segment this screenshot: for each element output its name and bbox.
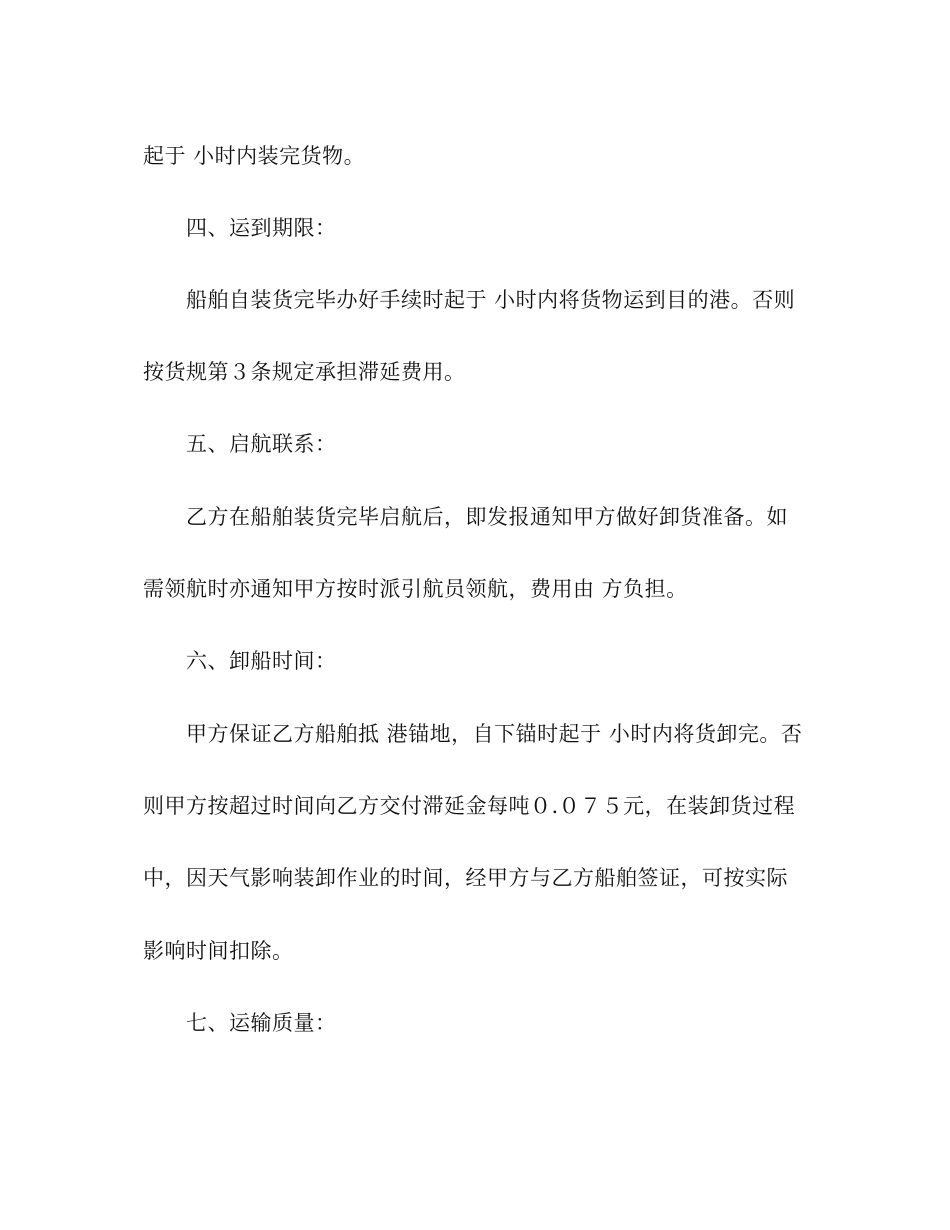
paragraph-line: 中，因天气影响装卸作业的时间，经甲方与乙方船舶签证，可按实际 [143,866,788,890]
paragraph-line: 按货规第３条规定承担滞延费用。 [143,360,466,384]
section-heading-unloading-time: 六、卸船时间： [186,649,337,673]
paragraph-line: 需领航时亦通知甲方按时派引航员领航，费用由 方负担。 [143,577,688,601]
paragraph-line: 甲方保证乙方船舶抵 港锚地，自下锚时起于 小时内将货卸完。否 [186,722,803,746]
section-heading-transport-quality: 七、运输质量： [186,1011,337,1035]
paragraph-line: 影响时间扣除。 [143,939,294,963]
paragraph-line: 乙方在船舶装货完毕启航后，即发报通知甲方做好卸货准备。如 [186,505,788,529]
section-heading-departure-contact: 五、启航联系： [186,432,337,456]
paragraph-line: 则甲方按超过时间向乙方交付滞延金每吨０.０７５元，在装卸货过程 [143,794,796,818]
section-heading-delivery-deadline: 四、运到期限： [186,216,337,240]
paragraph-line: 起于 小时内装完货物。 [143,144,366,168]
paragraph-line: 船舶自装货完毕办好手续时起于 小时内将货物运到目的港。否则 [186,288,796,312]
